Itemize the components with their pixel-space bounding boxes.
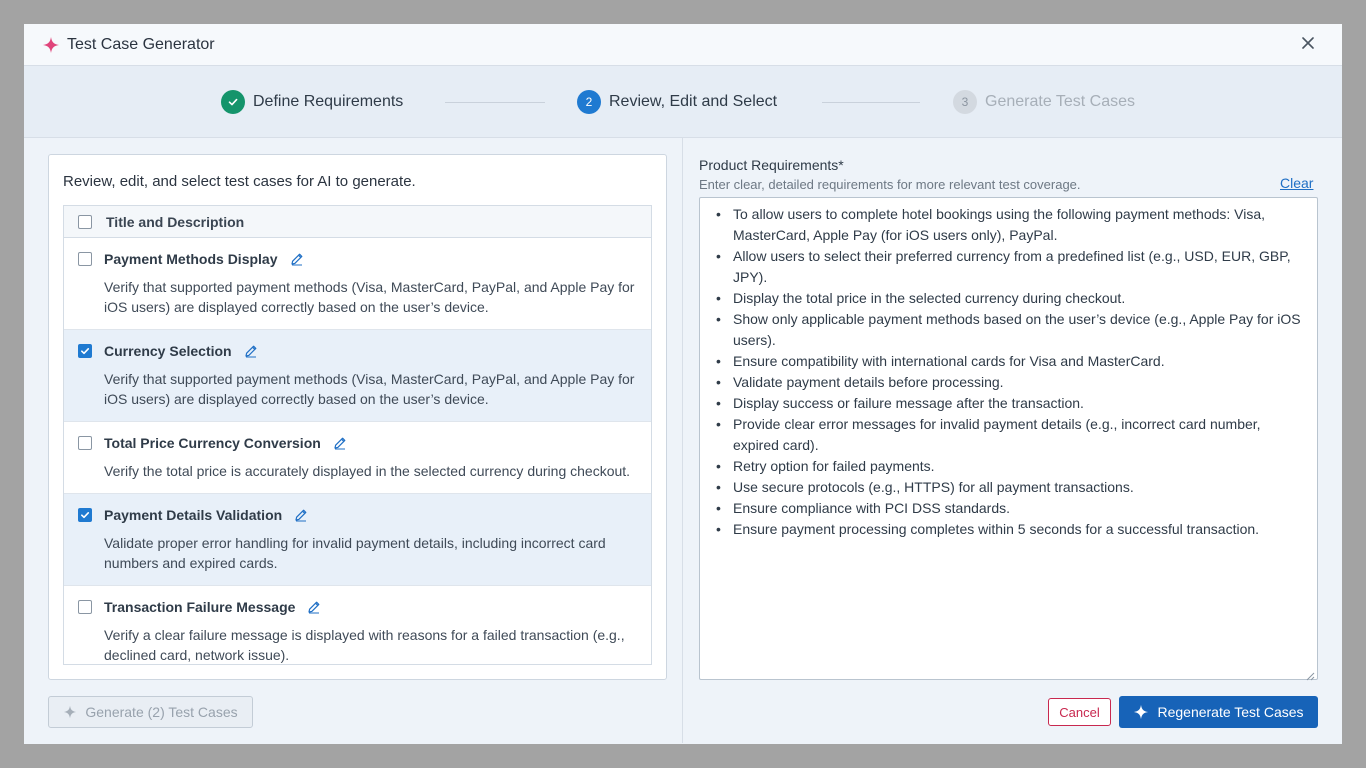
test-case-title [104,435,347,451]
test-case-title-text: Total Price Currency Conversion [104,435,321,451]
table-header [64,206,651,238]
checkmark-icon [80,346,90,356]
test-case-table [63,205,652,665]
pencil-icon[interactable] [307,600,321,614]
table-row [64,238,651,330]
row-checkbox[interactable] [78,600,92,614]
close-icon [1302,36,1314,54]
modal-title: Test Case Generator [67,35,215,53]
test-case-title-text: Transaction Failure Message [104,599,296,615]
test-case-title [104,599,321,615]
list-item: • Show only applicable payment methods based on the user’s device (e.g., Apple Pay for iOS users). [714,309,1303,351]
step-review-edit-select[interactable] [577,90,777,114]
list-item: • Ensure payment processing completes within 5 seconds for a successful transaction. [714,519,1303,540]
list-item: • Ensure compliance with PCI DSS standards. [714,498,1303,519]
column-header-title-description: Title and Description [106,213,245,230]
list-item: • Ensure compatibility with international cards for Visa and MasterCard. [714,351,1303,372]
list-item: • Display the total price in the selected currency during checkout. [714,288,1303,309]
test-case-title-text: Currency Selection [104,343,232,359]
table-row [64,494,651,586]
test-case-panel [48,154,667,680]
step-connector [822,102,920,103]
pencil-icon[interactable] [333,436,347,450]
label-text: Product Requirements [699,157,839,173]
regenerate-button-label: Regenerate Test Cases [1157,704,1304,720]
list-item: • Use secure protocols (e.g., HTTPS) for all payment transactions. [714,477,1303,498]
requirements-list [714,204,1303,540]
pencil-icon[interactable] [244,344,258,358]
check-circle-icon [221,90,245,114]
test-case-title-text: Payment Methods Display [104,251,278,267]
step-label: Review, Edit and Select [609,93,778,110]
close-button[interactable] [1298,35,1318,55]
select-all-checkbox[interactable] [78,215,92,229]
step-define-requirements[interactable] [221,90,403,114]
test-case-description: Validate proper error handling for invalid payment details, including incorrect card numbers and expired cards. [104,535,606,571]
test-case-description: Verify the total price is accurately displayed in the selected currency during checkout. [104,463,631,479]
clear-link[interactable]: Clear [1280,175,1314,191]
test-case-title [104,343,258,359]
test-case-generator-modal [24,24,1342,744]
pencil-icon[interactable] [290,252,304,266]
checkmark-icon [80,510,90,520]
step-number: 3 [953,90,977,114]
panel-divider [682,138,683,743]
generate-button-label: Generate (2) Test Cases [85,704,238,720]
row-checkbox[interactable] [78,252,92,266]
row-checkbox[interactable] [78,436,92,450]
panel-heading: Review, edit, and select test cases for AI to generate. [63,173,416,190]
sparkle-logo-icon [42,36,60,54]
row-checkbox[interactable] [78,508,92,522]
step-label: Define Requirements [253,93,404,110]
step-generate-test-cases [953,90,1135,114]
stepper [24,66,1342,138]
test-case-title-text: Payment Details Validation [104,507,283,523]
list-item: • Provide clear error messages for invalid payment details (e.g., incorrect card number, expired card). [714,414,1303,456]
list-item: • Allow users to select their preferred currency from a predefined list (e.g., USD, EUR, GBP, JPY). [714,246,1303,288]
step-label: Generate Test Cases [985,93,1136,110]
modal-body [24,138,1342,743]
step-connector [445,102,545,103]
resize-handle-icon[interactable] [1306,668,1315,677]
list-item: • Retry option for failed payments. [714,456,1303,477]
test-case-description: Verify that supported payment methods (Visa, MasterCard, PayPal, and Apple Pay for iOS users) are displayed correctly based on the user’s device. [104,371,635,407]
step-number: 2 [577,90,601,114]
table-row [64,330,651,422]
table-row [64,586,651,665]
row-checkbox[interactable] [78,344,92,358]
required-mark: * [838,157,844,173]
table-row [64,422,651,494]
pencil-icon[interactable] [294,508,308,522]
regenerate-test-cases-button[interactable] [1119,696,1318,728]
sparkle-icon [1133,704,1149,720]
test-case-description: Verify a clear failure message is displayed with reasons for a failed transaction (e.g., declined card, network issue). [104,627,625,663]
list-item: • To allow users to complete hotel bookings using the following payment methods: Visa, MasterCard, Apple Pay (for iOS users only), PayPal. [714,204,1303,246]
sparkle-icon [63,705,77,719]
list-item: • Validate payment details before processing. [714,372,1303,393]
generate-test-cases-button[interactable] [48,696,253,728]
requirements-textarea[interactable] [699,197,1318,680]
cancel-button[interactable]: Cancel [1048,698,1111,726]
modal-header [24,24,1342,66]
list-item: • Display success or failure message after the transaction. [714,393,1303,414]
product-requirements-label [699,157,844,173]
test-case-title [104,251,304,267]
test-case-title [104,507,308,523]
requirements-hint: Enter clear, detailed requirements for more relevant test coverage. [699,177,1081,192]
test-case-description: Verify that supported payment methods (Visa, MasterCard, PayPal, and Apple Pay for iOS users) are displayed correctly based on the user’s device. [104,279,635,315]
